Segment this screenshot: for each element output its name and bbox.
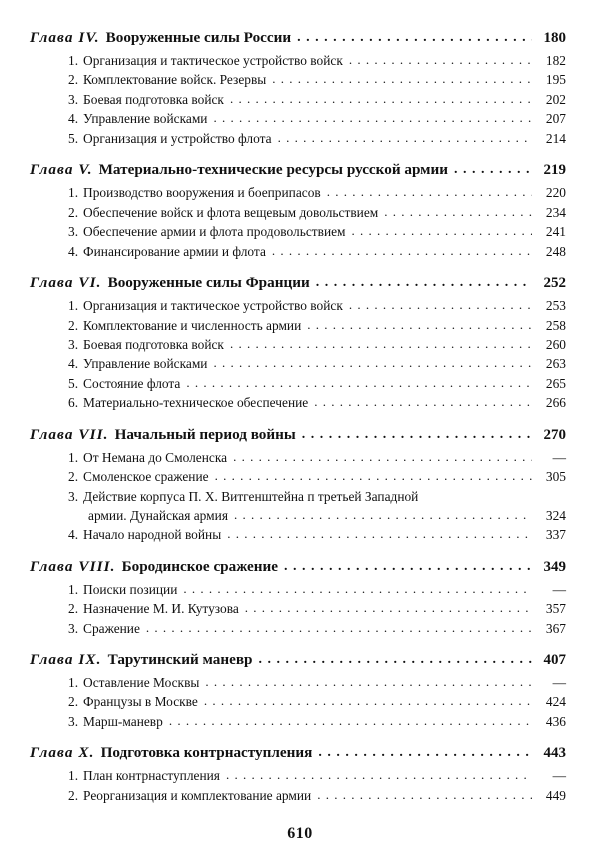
dot-leader [213,108,532,127]
section-entry[interactable] [30,70,566,89]
section-page-number: 248 [545,243,566,259]
section-number: 1. [68,298,79,314]
chapter-entry[interactable] [30,651,566,669]
section-page-number: — [552,768,566,784]
chapter-entry[interactable] [30,161,566,179]
section-title: Комплектование и численность армии [83,317,302,333]
dot-leader [230,89,532,108]
chapter-entry[interactable] [30,274,566,292]
section-page-number: 337 [545,527,566,543]
dot-leader [226,765,532,784]
section-entry[interactable] [30,766,566,785]
section-page-number: 260 [545,336,566,352]
section-number: 4. [68,243,79,259]
section-page-number: — [552,581,566,597]
section-page-number: 241 [545,224,566,240]
section-title: План контрнаступления [83,768,220,784]
section-entry[interactable] [30,296,566,315]
dot-leader [349,50,532,69]
page-folio: 610 [287,825,313,842]
section-number: 3. [68,336,79,352]
dot-leader [297,28,532,46]
section-page-number: 182 [545,53,566,68]
section-entry[interactable] [30,580,566,599]
dot-leader [307,315,532,334]
section-page-number: 202 [545,91,566,107]
chapter-page-number: 219 [543,162,566,179]
chapter-number: Глава X. [30,744,95,762]
section-number: 2. [68,469,79,485]
dot-leader [230,334,532,353]
section-number: 3. [68,224,79,240]
section-page-number: 367 [545,620,566,636]
dot-leader [327,182,532,201]
dot-leader [314,392,532,411]
section-title: Начало народной войны [83,527,222,543]
section-page-number: 263 [545,356,566,372]
section-entry[interactable] [30,335,566,354]
section-entry[interactable] [30,222,566,241]
section-title: Управление войсками [83,111,208,127]
dot-leader [215,466,532,485]
section-title: Материально-техническое обеспечение [83,395,309,411]
chapter-block [30,744,566,805]
section-entry[interactable] [30,374,566,393]
chapter-page-number: 349 [543,558,566,575]
section-page-number: 207 [545,111,566,127]
section-page-number: 253 [545,298,566,314]
section-title: Смоленское сражение [83,469,209,485]
section-entry[interactable] [30,599,566,618]
dot-leader [316,273,532,291]
section-number: 2. [68,317,79,333]
chapter-title: Начальный период войны [114,425,296,443]
dot-leader [234,505,532,524]
chapter-block [30,426,566,545]
section-entry[interactable] [30,692,566,711]
section-entry[interactable] [30,525,566,544]
chapter-number: Глава V. [30,161,93,179]
chapter-number: Глава VI. [30,274,102,292]
section-number: 3. [68,91,79,107]
section-page-number: 449 [545,787,566,803]
section-title: Состояние флота [83,375,181,391]
section-title: Финансирование армии и флота [83,243,266,259]
section-page-number: — [552,675,566,690]
section-title: Управление войсками [83,356,208,372]
chapter-number: Глава IX. [30,651,102,668]
dot-leader [204,691,532,710]
section-title: Боевая подготовка войск [83,336,224,352]
section-page-number: 234 [545,204,566,220]
section-title: Марш-маневр [83,713,163,729]
section-entry[interactable] [30,467,566,486]
section-number: 5. [68,130,79,146]
dot-leader [233,447,532,466]
chapter-entry[interactable] [30,558,566,576]
section-entry[interactable] [30,448,566,467]
section-title: Организация и тактическое устройство войск [83,53,343,68]
section-page-number: — [552,449,566,465]
table-of-contents [30,29,566,805]
section-number: 1. [68,768,79,784]
chapter-block [30,651,566,731]
section-number: 2. [68,694,79,710]
section-title: От Немана до Смоленска [83,449,228,465]
section-title: Действие корпуса П. X. Витгенштейна п третьей Западной [83,488,419,504]
dot-leader [245,598,532,617]
section-page-number: 357 [545,601,566,617]
section-title: Обеспечение армии и флота продовольствием [83,224,346,240]
chapter-page-number: 252 [543,275,566,292]
chapter-entry[interactable] [30,29,566,47]
chapter-page-number: 407 [543,652,566,668]
section-page-number: 258 [545,317,566,333]
section-entry[interactable] [30,129,566,148]
section-page-number: 305 [545,469,566,485]
section-title: Производство вооружения и боеприпасов [83,185,321,201]
section-title: Поиски позиции [83,581,178,597]
section-entry[interactable] [30,487,566,506]
dot-leader [272,241,532,260]
section-title: Обеспечение войск и флота вещевым довольствием [83,204,379,220]
section-number: 2. [68,601,79,617]
section-entry[interactable] [30,393,566,412]
section-number: 3. [68,620,79,636]
chapter-page-number: 180 [543,30,566,46]
dot-leader [278,128,532,147]
chapter-page-number: 443 [543,745,566,762]
section-title-continued: армии. Дунайская армия [88,507,228,523]
chapter-title: Бородинское сражение [121,557,279,575]
section-page-number: 436 [545,713,566,729]
chapter-title: Вооруженные силы Франции [107,274,310,292]
section-entry[interactable] [30,51,566,70]
chapter-block [30,274,566,413]
chapter-block [30,29,566,148]
dot-leader [302,425,532,443]
section-number: 1. [68,675,79,690]
chapter-block [30,558,566,638]
dot-leader [146,618,532,637]
section-title: Организация и тактическое устройство войск [83,298,343,314]
section-number: 5. [68,375,79,391]
section-number: 1. [68,449,79,465]
chapter-title: Тарутинский маневр [107,651,253,668]
section-title: Назначение М. И. Кутузова [83,601,239,617]
section-entry[interactable] [30,354,566,373]
section-entry[interactable] [30,183,566,202]
section-entry[interactable] [30,786,566,805]
section-number: 1. [68,581,79,597]
section-number: 1. [68,53,79,68]
section-number: 6. [68,395,79,411]
section-number: 1. [68,185,79,201]
section-entry[interactable] [30,90,566,109]
dot-leader [205,672,532,691]
dot-leader [227,524,532,543]
chapter-number: Глава VII. [30,425,109,443]
dot-leader [384,202,532,221]
section-number: 4. [68,356,79,372]
section-number: 4. [68,527,79,543]
section-title: Сражение [83,620,140,636]
chapter-page-number: 270 [543,426,566,443]
dot-leader [284,557,532,575]
section-entry[interactable] [30,619,566,638]
dot-leader [183,579,532,598]
chapter-title: Вооруженные силы России [105,29,292,46]
section-number: 4. [68,111,79,127]
section-page-number: 220 [545,185,566,201]
dot-leader [349,295,532,314]
chapter-entry[interactable] [30,744,566,762]
section-title: Оставление Москвы [83,675,200,690]
chapter-number: Глава VIII. [30,557,116,575]
section-entry-continuation[interactable] [30,506,566,525]
section-entry[interactable] [30,316,566,335]
section-page-number: 265 [545,375,566,391]
section-entry[interactable] [30,109,566,128]
section-title: Французы в Москве [83,694,198,710]
chapter-title: Подготовка контрнаступления [100,744,313,762]
section-entry[interactable] [30,242,566,261]
dot-leader [213,353,532,372]
section-entry[interactable] [30,673,566,692]
section-page-number: 324 [545,507,566,523]
section-page-number: 214 [545,130,566,146]
section-title: Реорганизация и комплектование армии [83,787,312,803]
section-number: 2. [68,787,79,803]
section-number: 3. [68,488,79,504]
section-number: 2. [68,72,79,88]
dot-leader [317,785,532,804]
dot-leader [186,373,532,392]
dot-leader [272,69,532,88]
section-title: Боевая подготовка войск [83,91,224,107]
chapter-block [30,161,566,261]
section-entry[interactable] [30,712,566,731]
section-number: 3. [68,713,79,729]
dot-leader [352,221,532,240]
section-number: 2. [68,204,79,220]
section-page-number: 424 [545,694,566,710]
section-entry[interactable] [30,203,566,222]
section-title: Организация и устройство флота [83,130,272,146]
dot-leader [318,743,532,761]
section-title: Комплектование войск. Резервы [83,72,267,88]
chapter-title: Материально-технические ресурсы русской армии [98,161,449,179]
dot-leader [258,650,532,668]
section-page-number: 266 [545,395,566,411]
dot-leader [454,160,532,178]
dot-leader [169,711,532,730]
chapter-entry[interactable] [30,426,566,444]
chapter-number: Глава IV. [30,29,100,46]
section-page-number: 195 [545,72,566,88]
